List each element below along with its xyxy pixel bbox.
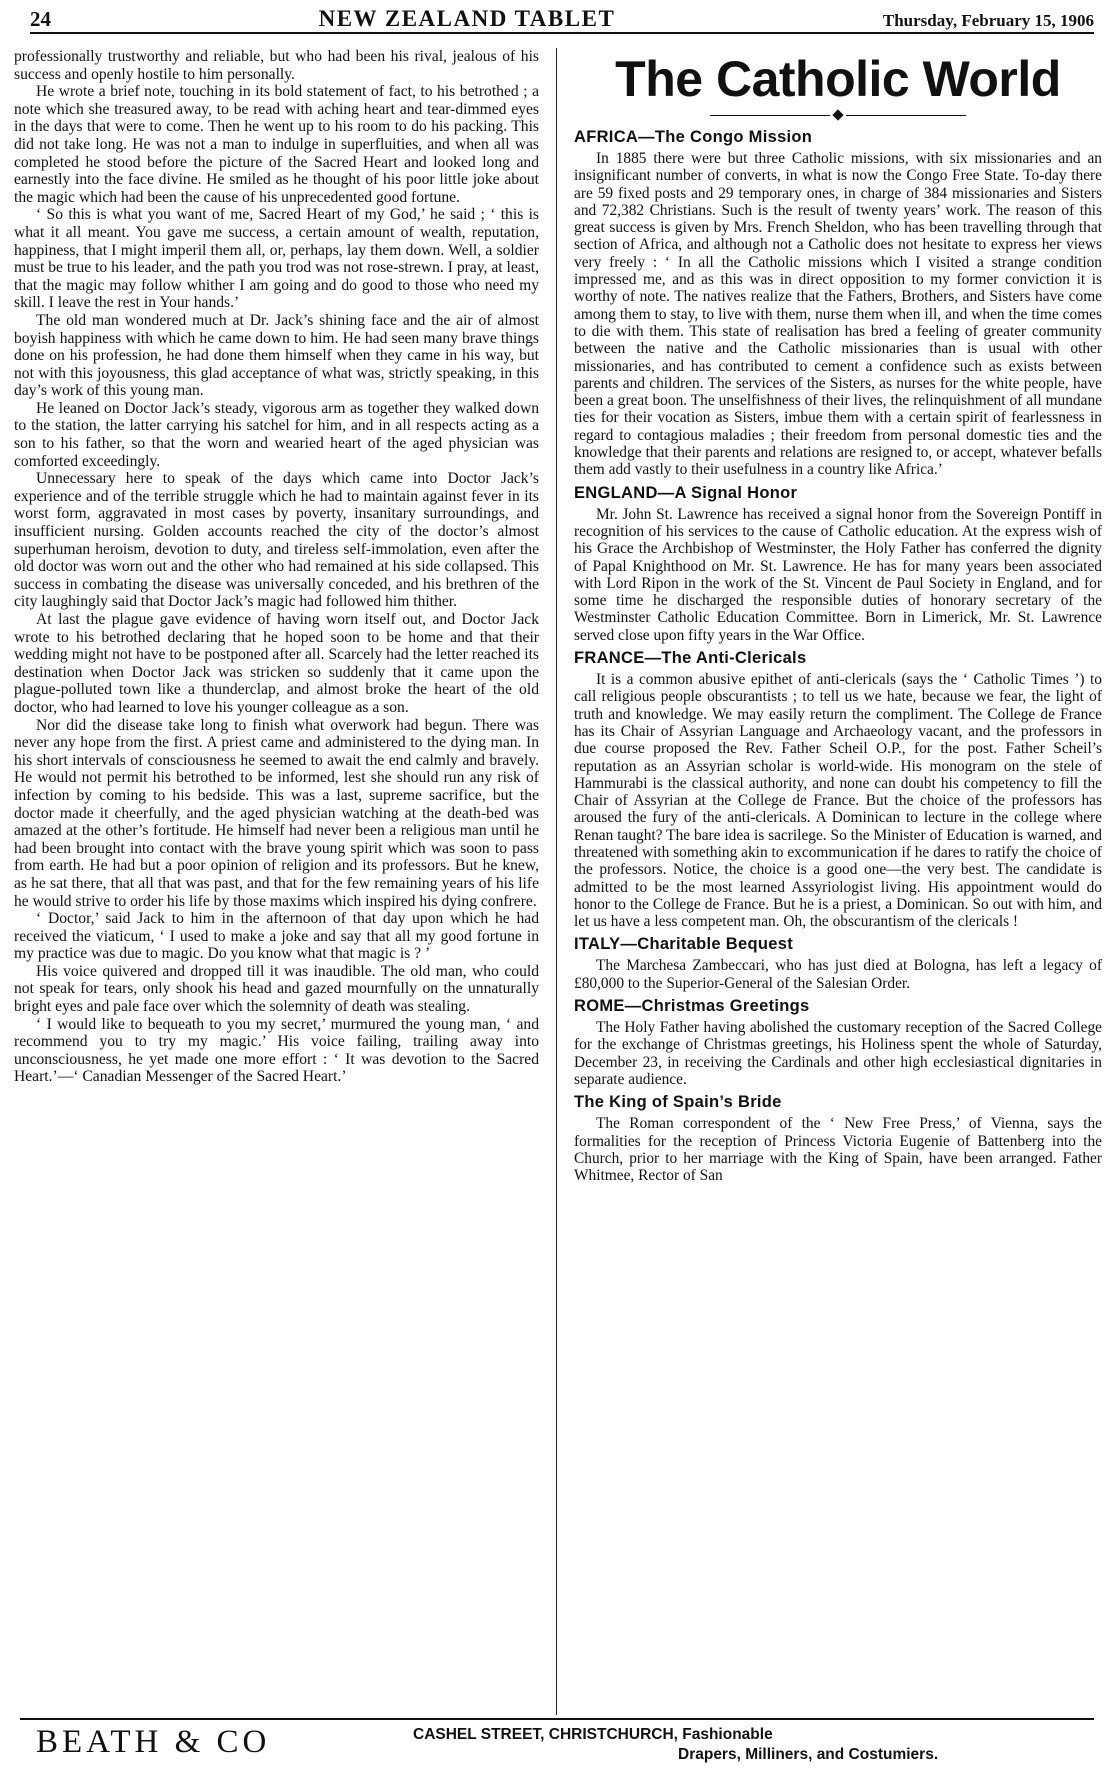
story-paragraph: ‘ I would like to bequeath to you my secret,’ murmured the young man, ‘ and recommend you to try my magic.’ His voice failing, trailing away into unconsciousness, he yet made one more effort : ‘ It was devotion to the Sacred Heart.’—‘ Canadian Messenger of the Sacred Heart.’ [14, 1015, 539, 1086]
story-paragraph: ‘ So this is what you want of me, Sacred Heart of my God,’ he said ; ‘ this is what it all meant. You gave me success, a certain amount of wealth, reputation, happiness, that I might imperil them all, or, perhaps, lay them down. Well, a soldier must be true to his leader, and the path you trod was not rose-strewn. I pray, at least, that the magic may follow whither I am going and do good to those who need my skill. I leave the rest in Your hands.’ [14, 206, 539, 312]
story-paragraph: He wrote a brief note, touching in its bold statement of fact, to his betrothed ; a note which she treasured away, to be read with aching heart and tear-dimmed eyes in the days that were to come. Then he went up to his room to do his packing. This did not take long. He was not a man to indulge in superfluities, and when all was completed he stood before the picture of the Sacred Heart and looked long and earnestly into the face divine. He smiled as he thought of his poor little joke about the magic which had been the cause of his unprecedented good fortune. [14, 83, 539, 206]
article-paragraph: In 1885 there were but three Catholic missions, with six missionaries and an insignificant number of converts, in what is now the Congo Free State. To-day there are 59 fixed posts and 29 temporary ones, in charge of 384 missionaries and Sisters and 72,382 Christians. Such is the result of twenty years’ work. The reason of this great success is given by Mrs. French Sheldon, who has been travelling through that section of Africa, and although not a Catholic does not hesitate to express her views very freely : ‘ In all the Catholic missions which I visited a strange condition impressed me, and as this was in direct opposition to my former conviction it is worthy of note. The natives realize that the Fathers, Brothers, and Sisters have come among them to stay, to live with them, nurse them when ill, and when the time comes to die with them. This state of realisation has bred a feeling of greater community between the native and the Catholic missionaries than is usual with other missionaries, and has contributed to cement a confidence such as exists between parents and children. The services of the Sisters, as nurses for the white people, have been a great boon. The unselfishness of their lives, the relinquishment of all mundane ties for their vocation as Sisters, imbue them with a certain spirit of fearlessness in regard to contagious maladies ; their freedom from personal domestic ties and the knowledge that their parents and relations are resigned to, or accept, whatever befalls them add vastly to their usefulness in a country like Africa.’ [574, 150, 1102, 479]
footer-rule [20, 1718, 1094, 1720]
advertiser-trades: Drapers, Milliners, and Costumiers. [678, 1746, 939, 1763]
title-ornament [574, 108, 1102, 122]
article-paragraph: Mr. John St. Lawrence has received a signal honor from the Sovereign Pontiff in recognition of his services to the cause of Catholic education. At the express wish of his Grace the Archbishop of Westminster, the Holy Father has conferred the dignity of Papal Knighthood on Mr. St. Lawrence. He has for many years been associated with Lord Ripon in the work of the St. Vincent de Paul Society in England, and for some time he discharged the responsible duties of honorary secretary of the Westminster Catholic Education Committee. Born in Limerick, Mr. St. Lawrence served close upon fifty years in the War Office. [574, 505, 1102, 644]
advertiser-address: CASHEL STREET, CHRISTCHURCH, Fashionable [413, 1726, 773, 1743]
section-title: The Catholic World [615, 51, 1061, 107]
page-columns [0, 48, 1114, 1715]
article-heading-england: ENGLAND—A Signal Honor [574, 483, 798, 502]
story-paragraph: The old man wondered much at Dr. Jack’s shining face and the air of almost boyish happiness with which he came down to him. He had seen many brave things done on his profession, he had done them himself when they came in his way, but not with this joyousness, this glad acceptance of what was, strictly speaking, in this day’s work of this young man. [14, 311, 539, 400]
right-column-news [574, 48, 1102, 1715]
article-heading-rome: ROME—Christmas Greetings [574, 997, 810, 1016]
article-paragraph: The Roman correspondent of the ‘ New Free Press,’ of Vienna, says the formalities for the reception of Princess Victoria Eugenie of Battenberg into the Church, prior to her marriage with the King of Spain, have been arranged. Father Whitmee, Rector of San [574, 1115, 1102, 1185]
left-column-story [14, 48, 539, 1715]
story-paragraph: ‘ Doctor,’ said Jack to him in the afternoon of that day upon which he had received the viaticum, ‘ I used to make a joke and say that all my good fortune in my practice was due to magic. Do you know what that magic is ? ’ [14, 910, 539, 963]
column-divider [556, 48, 557, 1715]
article-paragraph: The Holy Father having abolished the customary reception of the Sacred College for the exchange of Christmas greetings, his Holiness spent the whole of Saturday, December 23, in receiving the Cardinals and other high ecclesiastical dignitaries in separate audience. [574, 1019, 1102, 1088]
ornament-rule [846, 115, 966, 116]
newspaper-title: NEW ZEALAND TABLET [318, 6, 616, 31]
article-heading-spain: The King of Spain’s Bride [574, 1093, 782, 1112]
article-heading-africa: AFRICA—The Congo Mission [574, 128, 813, 146]
story-paragraph: professionally trustworthy and reliable, but who had been his rival, jealous of his success and openly hostile to him personally. [14, 48, 539, 83]
running-header [30, 6, 1094, 34]
article-paragraph: It is a common abusive epithet of anti-clericals (says the ‘ Catholic Times ’) to call religious people obscurantists ; to tell us we hate, because we fear, the light of truth and knowledge. We may easily return the compliment. The College de France has its Chair of Assyrian Language and Archaeology vacant, and the professors in due course proposed the Rev. Father Scheil O.P., for the post. Father Scheil’s reputation as an Assyrian scholar is world-wide. His monogram on the stele of Hammurabi is the classical authority, and none can doubt his competency to fill the Chair of Assyrian at the College de France. But the choice of the professors has aroused the fury of the anti-clericals. A Dominican to lecture in the college where Renan taught? The bare idea is sacrilege. So the Minister of Education is warned, and threatened with something akin to excommunication if he dares to ratify the choice of the professors. Notice, the choice is a good one—the very best. The candidate is admitted to be the most learned Assyriologist living. His appointment would do honor to the College de France. But he is a priest, a Dominican. So out with him, and let us have a less competent man. Oh, the obscurantism of the clericals ! [574, 671, 1102, 931]
story-paragraph: Unnecessary here to speak of the days which came into Doctor Jack’s experience and of the terrible struggle which he had to maintain against fever in its worst form, aggravated in most cases by poverty, insanitary surroundings, and insufficient nursing. Golden accounts reached the city of the doctor’s almost superhuman heroism, devotion to duty, and tireless self-immolation, even after the old doctor was worn out and the other who had remained at his side collapsed. This success in combating the disease was universally conceded, and his brethren of the city laughingly said that Doctor Jack’s magic had followed him thither. [14, 470, 539, 611]
advertiser-name: BEATH & CO [36, 1724, 271, 1760]
page-number: 24 [30, 7, 51, 31]
story-paragraph: His voice quivered and dropped till it was inaudible. The old man, who could not speak for tears, only shook his head and gazed mournfully on the unnaturally bright eyes and pale face over which the solemnity of death was stealing. [14, 962, 539, 1016]
story-paragraph: Nor did the disease take long to finish what overwork had begun. There was never any hope from the first. A priest came and administered to the dying man. In his short intervals of consciousness he seemed to await the end calmly and bravely. He would not permit his betrothed to be informed, lest she should run any risk of infection by coming to his bedside. This was a last, supreme sacrifice, but the doctor made it cheerfully, and the aged physician watching at the death-bed was amazed at the other’s fortitude. He himself had never been a religious man until he had been brought into contact with the brave young spirit which was soon to pass from earth. He had but a poor opinion of religion and its professors. But he knew, as he sat there, that all that was past, and that for the few remaining years of his life he would strive to order his life by those maxims which inspired his dying confrere. [14, 716, 539, 910]
article-heading-france: FRANCE—The Anti-Clericals [574, 649, 807, 668]
story-paragraph: He leaned on Doctor Jack’s steady, vigorous arm as together they walked down to the station, the latter carrying his satchel for him, and in all respects acting as a son to his father, so that the worn and wearied heart of the aged physician was comforted exceedingly. [14, 399, 539, 470]
issue-date: Thursday, February 15, 1906 [882, 11, 1094, 30]
story-paragraph: At last the plague gave evidence of having worn itself out, and Doctor Jack wrote to his betrothed declaring that he hoped soon to be home and that their wedding might not have to be postponed after all. Scarcely had the letter reached its destination when Doctor Jack was stricken so suddenly that it came upon the plague-polluted town like a thunderclap, and almost broke the heart of the old doctor, who had learned to love his younger colleague as a son. [14, 611, 539, 716]
article-heading-italy: ITALY—Charitable Bequest [574, 935, 793, 954]
ornament-rule [710, 115, 830, 116]
diamond-icon [832, 109, 843, 120]
article-paragraph: The Marchesa Zambeccari, who has just died at Bologna, has left a legacy of £80,000 to the Superior-General of the Salesian Order. [574, 957, 1102, 992]
footer-advertisement [30, 1722, 1094, 1766]
